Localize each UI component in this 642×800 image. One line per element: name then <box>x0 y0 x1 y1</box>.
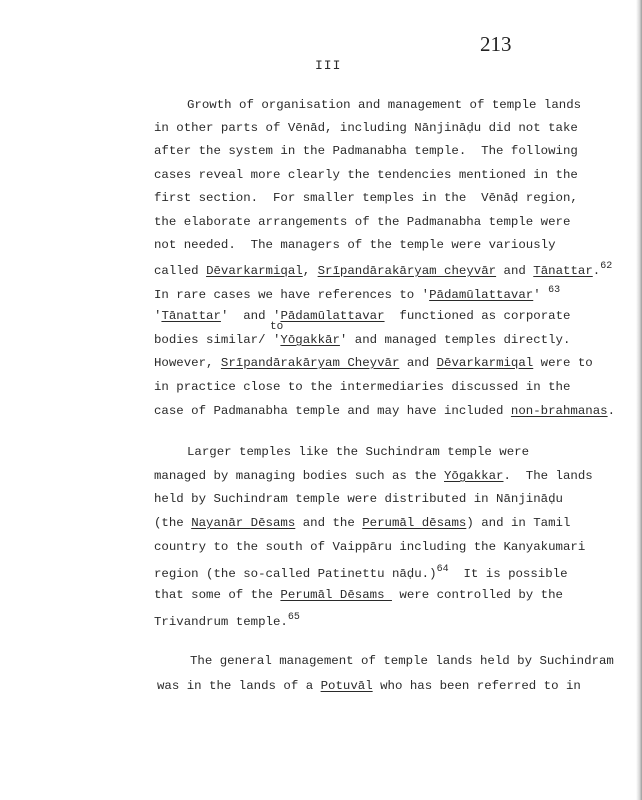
text-run: who has been referred to in <box>372 679 581 693</box>
text-run: Trivandrum temple. <box>154 615 288 629</box>
text-run: were controlled by the <box>391 588 563 602</box>
text-run: ' and managed temples directly. <box>339 333 571 347</box>
paragraph-1-line-4: cases reveal more clearly the tendencies mentioned in the <box>154 168 578 182</box>
underlined-term: Tānattar <box>161 309 221 323</box>
text-run: case of Padmanabha temple and may have included <box>154 404 511 418</box>
paragraph-1-line-5: first section. For smaller temples in the Vēnāḍ region, <box>154 191 578 205</box>
text-run: region (the so-called Patinettu nāḍu.) <box>154 567 437 581</box>
footnote-ref: 62 <box>600 261 613 272</box>
text-run: ' <box>533 288 549 302</box>
paragraph-1-line-12 <box>154 356 593 370</box>
underlined-term: Pādamūlattavar <box>429 288 534 302</box>
text-run: . The lands <box>503 469 593 483</box>
paragraph-2-line-2 <box>154 469 593 483</box>
paragraph-1-line-1: Growth of organisation and management of temple lands <box>187 98 582 112</box>
text-run: Nānjināḍu <box>414 121 482 135</box>
footnote-ref: 64 <box>436 564 449 575</box>
text-run: and <box>399 356 437 370</box>
paragraph-2-line-5: country to the south of Vaippāru including the Kanyakumari <box>154 540 586 554</box>
paragraph-2-line-8 <box>154 612 300 629</box>
paragraph-1-line-9 <box>154 285 560 302</box>
paragraph-1-line-7: not needed. The managers of the temple were variously <box>154 238 556 252</box>
underlined-term: Srīpandārakāryam cheyvār <box>317 264 497 278</box>
underlined-term: Potuvāl <box>320 679 373 693</box>
footnote-ref: 65 <box>287 612 300 623</box>
underlined-term: Pādamūlattavar <box>280 309 385 323</box>
text-run: ' and ' <box>220 309 281 323</box>
text-run: bodies similar/ ' <box>154 333 281 347</box>
text-run: In rare cases we have references to ' <box>154 288 430 302</box>
text-run: It is possible <box>448 567 568 581</box>
text-run: did not take <box>481 121 578 135</box>
page-number: 213 <box>480 32 512 56</box>
paragraph-2-line-7 <box>154 588 563 602</box>
footnote-ref: 63 <box>548 285 561 296</box>
text-run: called <box>154 264 207 278</box>
underlined-term: Perumāl dēsams <box>362 516 467 530</box>
text-run: managed by managing bodies such as the <box>154 469 444 483</box>
paragraph-1-line-2 <box>154 121 578 135</box>
text-run: ' <box>154 309 162 323</box>
text-run: , <box>302 264 318 278</box>
paragraph-2-line-1: Larger temples like the Suchindram temple were <box>187 445 530 459</box>
text-run: ) and in Tamil <box>466 516 571 530</box>
underlined-term: Dēvarkarmiqal <box>436 356 534 370</box>
paragraph-1-line-3: after the system in the Padmanabha temple. The following <box>154 144 578 158</box>
section-heading: III <box>315 58 342 73</box>
text-run: However, <box>154 356 221 370</box>
underlined-term: Dēvarkarmiqal <box>206 264 303 278</box>
handwritten-insertion: to <box>270 321 284 333</box>
text-run: functioned as corporate <box>384 309 571 323</box>
text-run: that some of the <box>154 588 281 602</box>
text-run: were to <box>533 356 593 370</box>
text-run: Vēnād <box>287 121 326 135</box>
text-run: (the <box>154 516 192 530</box>
underlined-term: Tānattar <box>533 264 593 278</box>
text-run: in other parts of <box>154 121 288 135</box>
paragraph-1-line-11 <box>154 333 570 347</box>
paragraph-3-line-1: The general management of temple lands held by Suchindram <box>190 654 614 668</box>
underlined-term: non-brahmanas <box>510 404 608 418</box>
paragraph-1-line-8 <box>154 261 612 278</box>
underlined-term: Srīpandārakāryam Cheyvār <box>220 356 400 370</box>
paragraph-3-line-2 <box>157 679 581 693</box>
text-run: was in the lands of a <box>157 679 321 693</box>
text-run: . <box>592 264 601 278</box>
paragraph-2-line-3: held by Suchindram temple were distributed in Nānjināḍu <box>154 492 563 506</box>
underlined-term: Perumāl Dēsams <box>280 588 392 602</box>
underlined-term: Nayanār Dēsams <box>191 516 296 530</box>
paragraph-2-line-6 <box>154 564 568 581</box>
text-run: and the <box>295 516 363 530</box>
paragraph-2-line-4 <box>154 516 570 530</box>
paragraph-1-line-6: the elaborate arrangements of the Padmanabha temple were <box>154 215 571 229</box>
scan-edge-shadow <box>636 0 642 800</box>
text-run: , including <box>325 121 415 135</box>
underlined-term: Yōgakkar <box>444 469 504 483</box>
paragraph-1-line-10 <box>154 309 570 323</box>
text-run: and <box>496 264 534 278</box>
text-run: . <box>607 404 616 418</box>
paragraph-1-line-13: in practice close to the intermediaries discussed in the <box>154 380 571 394</box>
underlined-term: Yōgakkār <box>280 333 340 347</box>
paragraph-1-line-14 <box>154 404 615 418</box>
